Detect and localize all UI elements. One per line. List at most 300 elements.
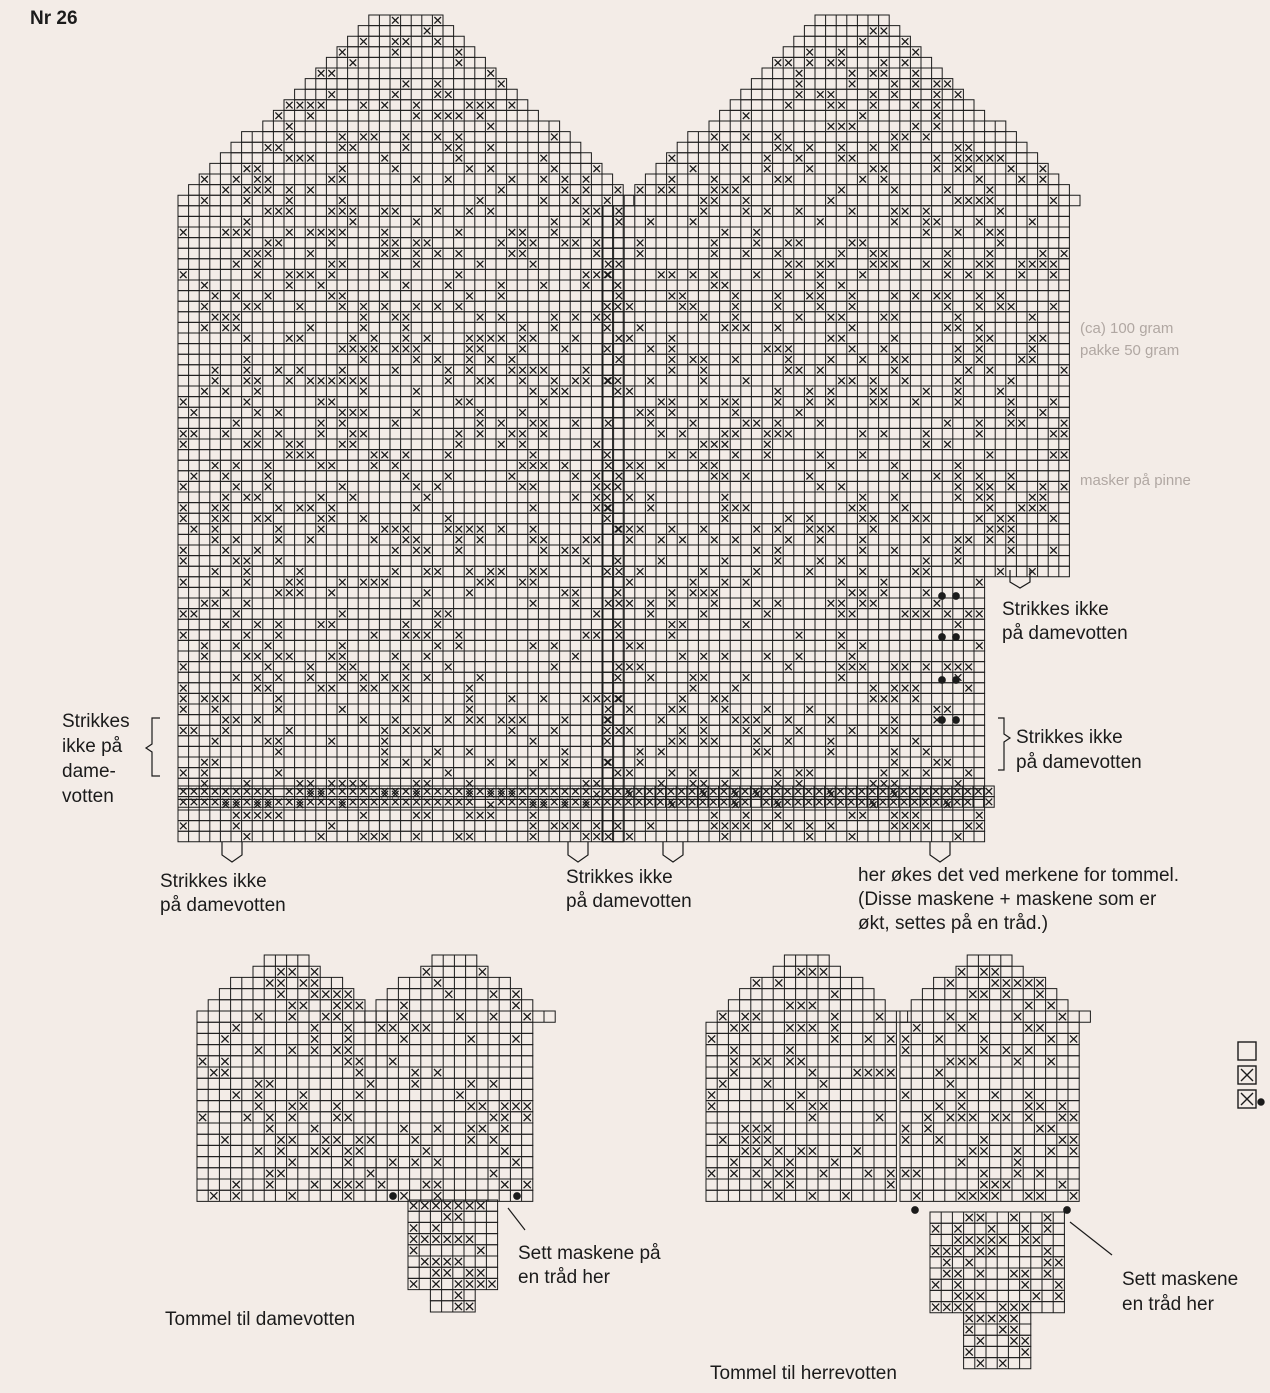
stitch-x xyxy=(1029,261,1036,268)
stitch-x xyxy=(923,748,930,755)
stitch-x xyxy=(360,579,367,586)
stitch-x xyxy=(730,1047,737,1054)
stitch-x xyxy=(222,430,229,437)
grid-row xyxy=(408,1267,498,1278)
stitch-x xyxy=(786,1058,793,1065)
stitch-x xyxy=(255,1103,262,1110)
stitch-x xyxy=(477,674,484,681)
stitch-x xyxy=(977,1292,984,1299)
stitch-x xyxy=(1008,165,1015,172)
stitch-x xyxy=(944,759,951,766)
stitch-x xyxy=(212,505,219,512)
stitch-x xyxy=(501,1103,508,1110)
grid-row xyxy=(197,1045,376,1056)
stitch-x xyxy=(722,324,729,331)
stitch-x xyxy=(432,1236,439,1243)
stitch-x xyxy=(275,536,282,543)
stitch-x xyxy=(212,738,219,745)
stitch-x xyxy=(1008,303,1015,310)
stitch-x xyxy=(796,632,803,639)
stitch-x xyxy=(445,91,452,98)
stitch-x xyxy=(265,664,272,671)
stitch-x xyxy=(711,462,718,469)
stitch-x xyxy=(1022,1236,1029,1243)
stitch-x xyxy=(912,293,919,300)
stitch-x xyxy=(412,1069,419,1076)
stitch-x xyxy=(616,218,623,225)
stitch-x xyxy=(934,81,941,88)
stitch-x xyxy=(221,1035,228,1042)
stitch-x xyxy=(444,1236,451,1243)
label-right-mid-2: på damevotten xyxy=(1016,752,1142,773)
stitch-x xyxy=(690,165,697,172)
stitch-x xyxy=(859,568,866,575)
stitch-x xyxy=(912,102,919,109)
stitch-x xyxy=(700,399,707,406)
stitch-x xyxy=(775,303,782,310)
stitch-x xyxy=(403,664,410,671)
stitch-x xyxy=(881,261,888,268)
stitch-x xyxy=(1059,1103,1066,1110)
stitch-x xyxy=(944,271,951,278)
stitch-x xyxy=(753,568,760,575)
stitch-x xyxy=(955,324,962,331)
stitch-x xyxy=(604,494,611,501)
grid-row xyxy=(178,418,623,429)
stitch-x xyxy=(859,505,866,512)
stitch-x xyxy=(266,1181,273,1188)
stitch-x xyxy=(1022,1337,1029,1344)
stitch-x xyxy=(233,229,240,236)
stitch-x xyxy=(275,505,282,512)
stitch-x xyxy=(244,441,251,448)
stitch-x xyxy=(615,621,622,628)
stitch-x xyxy=(328,70,335,77)
stitch-x xyxy=(891,717,898,724)
stitch-x xyxy=(934,293,941,300)
stitch-x xyxy=(434,208,441,215)
stitch-x xyxy=(616,632,623,639)
stitch-x xyxy=(647,409,654,416)
stitch-x xyxy=(785,102,792,109)
stitch-x xyxy=(378,1181,385,1188)
stitch-x xyxy=(244,1114,251,1121)
stitch-x xyxy=(318,377,325,384)
stitch-x xyxy=(743,674,750,681)
grid-row xyxy=(728,1000,885,1011)
stitch-x xyxy=(902,812,909,819)
stitch-x xyxy=(722,515,729,522)
stitch-x xyxy=(519,377,526,384)
stitch-x xyxy=(977,1270,984,1277)
grid-row xyxy=(706,1101,896,1112)
stitch-x xyxy=(955,155,962,162)
grid-row xyxy=(178,227,623,238)
stitch-x xyxy=(254,494,261,501)
stitch-x xyxy=(902,134,909,141)
stitch-x xyxy=(722,505,729,512)
stitch-x xyxy=(201,653,208,660)
stitch-x xyxy=(339,611,346,618)
stitch-x xyxy=(786,1002,793,1009)
grid-row xyxy=(900,1134,1079,1145)
stitch-x xyxy=(311,1147,318,1154)
grid-row xyxy=(709,121,1006,132)
stitch-x xyxy=(743,420,750,427)
stitch-x xyxy=(854,1147,861,1154)
stitch-x xyxy=(988,1248,995,1255)
stitch-x xyxy=(711,197,718,204)
grid-row xyxy=(208,1000,365,1011)
grid-row xyxy=(603,344,1069,355)
stitch-x xyxy=(615,483,622,490)
stitch-x xyxy=(870,261,877,268)
grid-row xyxy=(741,89,964,100)
stitch-x xyxy=(796,653,803,660)
stitch-x xyxy=(637,759,644,766)
stitch-x xyxy=(403,346,410,353)
stitch-x xyxy=(817,282,824,289)
stitch-x xyxy=(300,1103,307,1110)
grid-row xyxy=(603,322,1069,333)
stitch-x xyxy=(1070,1136,1077,1143)
stitch-x xyxy=(958,1192,965,1199)
stitch-x xyxy=(828,823,835,830)
grid-row xyxy=(376,1179,533,1190)
stitch-x xyxy=(831,1159,838,1166)
grid-row xyxy=(178,683,623,694)
stitch-x xyxy=(987,155,994,162)
grid-row xyxy=(358,26,453,37)
stitch-x xyxy=(1061,250,1068,257)
marker-dot xyxy=(953,593,959,599)
grid-row xyxy=(603,460,1069,471)
stitch-x xyxy=(669,738,676,745)
stitch-x xyxy=(831,1024,838,1031)
stitch-x xyxy=(1059,1136,1066,1143)
grid-row xyxy=(900,1089,1079,1100)
stitch-x xyxy=(254,250,261,257)
stitch-x xyxy=(700,356,707,363)
stitch-x xyxy=(275,653,282,660)
stitch-x xyxy=(966,1326,973,1333)
stitch-x xyxy=(318,70,325,77)
stitch-x xyxy=(1003,1047,1010,1054)
stitch-x xyxy=(700,589,707,596)
stitch-x xyxy=(498,526,505,533)
thumb-note-right-1: Sett maskene xyxy=(1122,1269,1239,1290)
stitch-x xyxy=(456,229,463,236)
grid-row xyxy=(408,1222,498,1233)
stitch-x xyxy=(530,452,537,459)
stitch-x xyxy=(530,823,537,830)
stitch-x xyxy=(669,271,676,278)
stitch-x xyxy=(311,968,318,975)
stitch-x xyxy=(572,589,579,596)
stitch-x xyxy=(955,462,962,469)
stitch-x xyxy=(955,346,962,353)
stitch-x xyxy=(275,770,282,777)
stitch-x xyxy=(400,1125,407,1132)
stitch-x xyxy=(1014,1147,1021,1154)
stitch-x xyxy=(997,155,1004,162)
stitch-x xyxy=(434,1181,441,1188)
stitch-x xyxy=(297,589,304,596)
stitch-x xyxy=(490,991,497,998)
stitch-x xyxy=(328,91,335,98)
stitch-x xyxy=(356,1136,363,1143)
stitch-x xyxy=(859,547,866,554)
stitch-x xyxy=(980,1170,987,1177)
stitch-x xyxy=(180,706,187,713)
arrow-bottom-1 xyxy=(222,842,242,862)
stitch-x xyxy=(669,706,676,713)
stitch-x xyxy=(932,1225,939,1232)
stitch-x xyxy=(180,611,187,618)
stitch-x xyxy=(307,452,314,459)
stitch-x xyxy=(222,187,229,194)
stitch-x xyxy=(328,229,335,236)
stitch-x xyxy=(434,568,441,575)
stitch-x xyxy=(992,979,999,986)
stitch-x xyxy=(732,505,739,512)
stitch-x xyxy=(318,399,325,406)
stitch-x xyxy=(286,229,293,236)
stitch-x xyxy=(806,770,813,777)
stitch-x xyxy=(954,1225,961,1232)
grid-row xyxy=(603,513,1069,524)
grid-row xyxy=(197,1168,376,1179)
stitch-x xyxy=(456,1013,463,1020)
stitch-x xyxy=(764,611,771,618)
stitch-x xyxy=(191,611,198,618)
stitch-x xyxy=(932,1248,939,1255)
stitch-x xyxy=(307,664,314,671)
stitch-x xyxy=(210,1192,217,1199)
stitch-x xyxy=(509,473,516,480)
stitch-x xyxy=(604,377,611,384)
stitch-x xyxy=(286,282,293,289)
grid-row xyxy=(178,810,623,821)
stitch-x xyxy=(212,600,219,607)
stitch-x xyxy=(289,1136,296,1143)
stitch-x xyxy=(820,1080,827,1087)
stitch-x xyxy=(923,568,930,575)
grid-row xyxy=(178,598,623,609)
stitch-x xyxy=(785,515,792,522)
stitch-x xyxy=(775,176,782,183)
stitch-x xyxy=(647,505,654,512)
stitch-x xyxy=(233,812,240,819)
stitch-x xyxy=(434,1125,441,1132)
stitch-x xyxy=(289,1159,296,1166)
thumb-women-right xyxy=(365,955,555,1201)
stitch-x xyxy=(466,165,473,172)
stitch-x xyxy=(820,1103,827,1110)
stitch-x xyxy=(286,452,293,459)
increase-note-2: (Disse maskene + maskene som er xyxy=(858,889,1157,910)
stitch-x xyxy=(796,81,803,88)
stitch-x xyxy=(1070,1035,1077,1042)
stitch-x xyxy=(1014,1058,1021,1065)
stitch-x xyxy=(1040,483,1047,490)
stitch-x xyxy=(690,452,697,459)
stitch-x xyxy=(997,303,1004,310)
stitch-x xyxy=(466,335,473,342)
stitch-x xyxy=(965,165,972,172)
stitch-x xyxy=(300,979,307,986)
stitch-x xyxy=(690,218,697,225)
stitch-x xyxy=(593,165,600,172)
stitch-x xyxy=(201,282,208,289)
stitch-x xyxy=(977,1236,984,1243)
stitch-x xyxy=(690,770,697,777)
stitch-x xyxy=(965,155,972,162)
stitch-x xyxy=(891,144,898,151)
stitch-x xyxy=(562,240,569,247)
stitch-x xyxy=(775,399,782,406)
stitch-x xyxy=(572,197,579,204)
stitch-x xyxy=(328,240,335,247)
stitch-x xyxy=(392,420,399,427)
grid-row xyxy=(967,955,1012,966)
stitch-x xyxy=(244,568,251,575)
stitch-x xyxy=(265,483,272,490)
stitch-x xyxy=(859,515,866,522)
stitch-x xyxy=(413,833,420,840)
stitch-x xyxy=(333,1114,340,1121)
stitch-x xyxy=(540,176,547,183)
stitch-x xyxy=(798,1091,805,1098)
stitch-x xyxy=(722,282,729,289)
stitch-x xyxy=(265,473,272,480)
grid-row xyxy=(603,651,985,662)
stitch-x xyxy=(1003,979,1010,986)
stitch-x xyxy=(923,441,930,448)
stitch-x xyxy=(540,547,547,554)
label-right-mid-1: Strikkes ikke xyxy=(1016,727,1123,748)
stitch-x xyxy=(389,1058,396,1065)
stitch-x xyxy=(275,430,282,437)
stitch-x xyxy=(955,356,962,363)
stitch-x xyxy=(1022,1304,1029,1311)
grid-row xyxy=(197,1101,376,1112)
stitch-x xyxy=(455,1292,462,1299)
stitch-x xyxy=(1029,314,1036,321)
stitch-x xyxy=(244,399,251,406)
grid-row xyxy=(603,291,1069,302)
stitch-x xyxy=(311,1181,318,1188)
stitch-x xyxy=(992,1192,999,1199)
stitch-x xyxy=(669,589,676,596)
stitch-x xyxy=(392,38,399,45)
grid-row xyxy=(398,977,510,988)
stitch-x xyxy=(445,112,452,119)
stitch-x xyxy=(966,1259,973,1266)
stitch-x xyxy=(444,1258,451,1265)
grid-row xyxy=(178,322,623,333)
stitch-x xyxy=(212,462,219,469)
stitch-x xyxy=(432,1269,439,1276)
stitch-x xyxy=(902,1047,909,1054)
stitch-x xyxy=(902,1170,909,1177)
stitch-x xyxy=(1022,1225,1029,1232)
stitch-x xyxy=(360,674,367,681)
stitch-x xyxy=(275,409,282,416)
stitch-x xyxy=(201,303,208,310)
stitch-x xyxy=(764,208,771,215)
stitch-x xyxy=(434,250,441,257)
stitch-x xyxy=(817,91,824,98)
stitch-x xyxy=(831,1035,838,1042)
stitch-x xyxy=(934,473,941,480)
stitch-x xyxy=(859,812,866,819)
stitch-x xyxy=(466,706,473,713)
stitch-x xyxy=(887,1069,894,1076)
stitch-x xyxy=(1061,430,1068,437)
stitch-x xyxy=(222,727,229,734)
stitch-x xyxy=(455,1236,462,1243)
stitch-x xyxy=(806,515,813,522)
stitch-x xyxy=(540,695,547,702)
stitch-x xyxy=(669,621,676,628)
stitch-x xyxy=(509,430,516,437)
stitch-x xyxy=(658,271,665,278)
stitch-x xyxy=(572,240,579,247)
stitch-x xyxy=(859,176,866,183)
stitch-x xyxy=(605,706,612,713)
stitch-x xyxy=(708,1103,715,1110)
stitch-x xyxy=(339,706,346,713)
grid-row xyxy=(178,831,623,842)
stitch-x xyxy=(286,208,293,215)
stitch-x xyxy=(732,293,739,300)
stitch-x xyxy=(775,770,782,777)
stitch-x xyxy=(413,536,420,543)
stitch-x xyxy=(859,38,866,45)
stitch-x xyxy=(870,399,877,406)
stitch-x xyxy=(255,1147,262,1154)
stitch-x xyxy=(711,187,718,194)
stitch-x xyxy=(626,770,633,777)
stitch-x xyxy=(902,770,909,777)
grid-row xyxy=(964,1313,1031,1324)
stitch-x xyxy=(445,515,452,522)
stitch-x xyxy=(540,399,547,406)
stitch-x xyxy=(333,991,340,998)
stitch-x xyxy=(764,346,771,353)
stitch-x xyxy=(530,536,537,543)
stitch-x xyxy=(965,536,972,543)
stitch-x xyxy=(356,1147,363,1154)
stitch-x xyxy=(615,674,622,681)
stitch-x xyxy=(254,717,261,724)
stitch-x xyxy=(275,706,282,713)
stitch-x xyxy=(593,250,600,257)
stitch-x xyxy=(254,377,261,384)
stitch-x xyxy=(891,748,898,755)
stitch-x xyxy=(679,706,686,713)
stitch-x xyxy=(796,91,803,98)
stitch-x xyxy=(468,1136,475,1143)
stitch-x xyxy=(796,409,803,416)
grid-row xyxy=(603,481,1069,492)
grid-row xyxy=(900,1145,1079,1156)
stitch-x xyxy=(891,218,898,225)
stitch-x xyxy=(445,991,452,998)
stitch-x xyxy=(842,1192,849,1199)
stitch-x xyxy=(318,621,325,628)
